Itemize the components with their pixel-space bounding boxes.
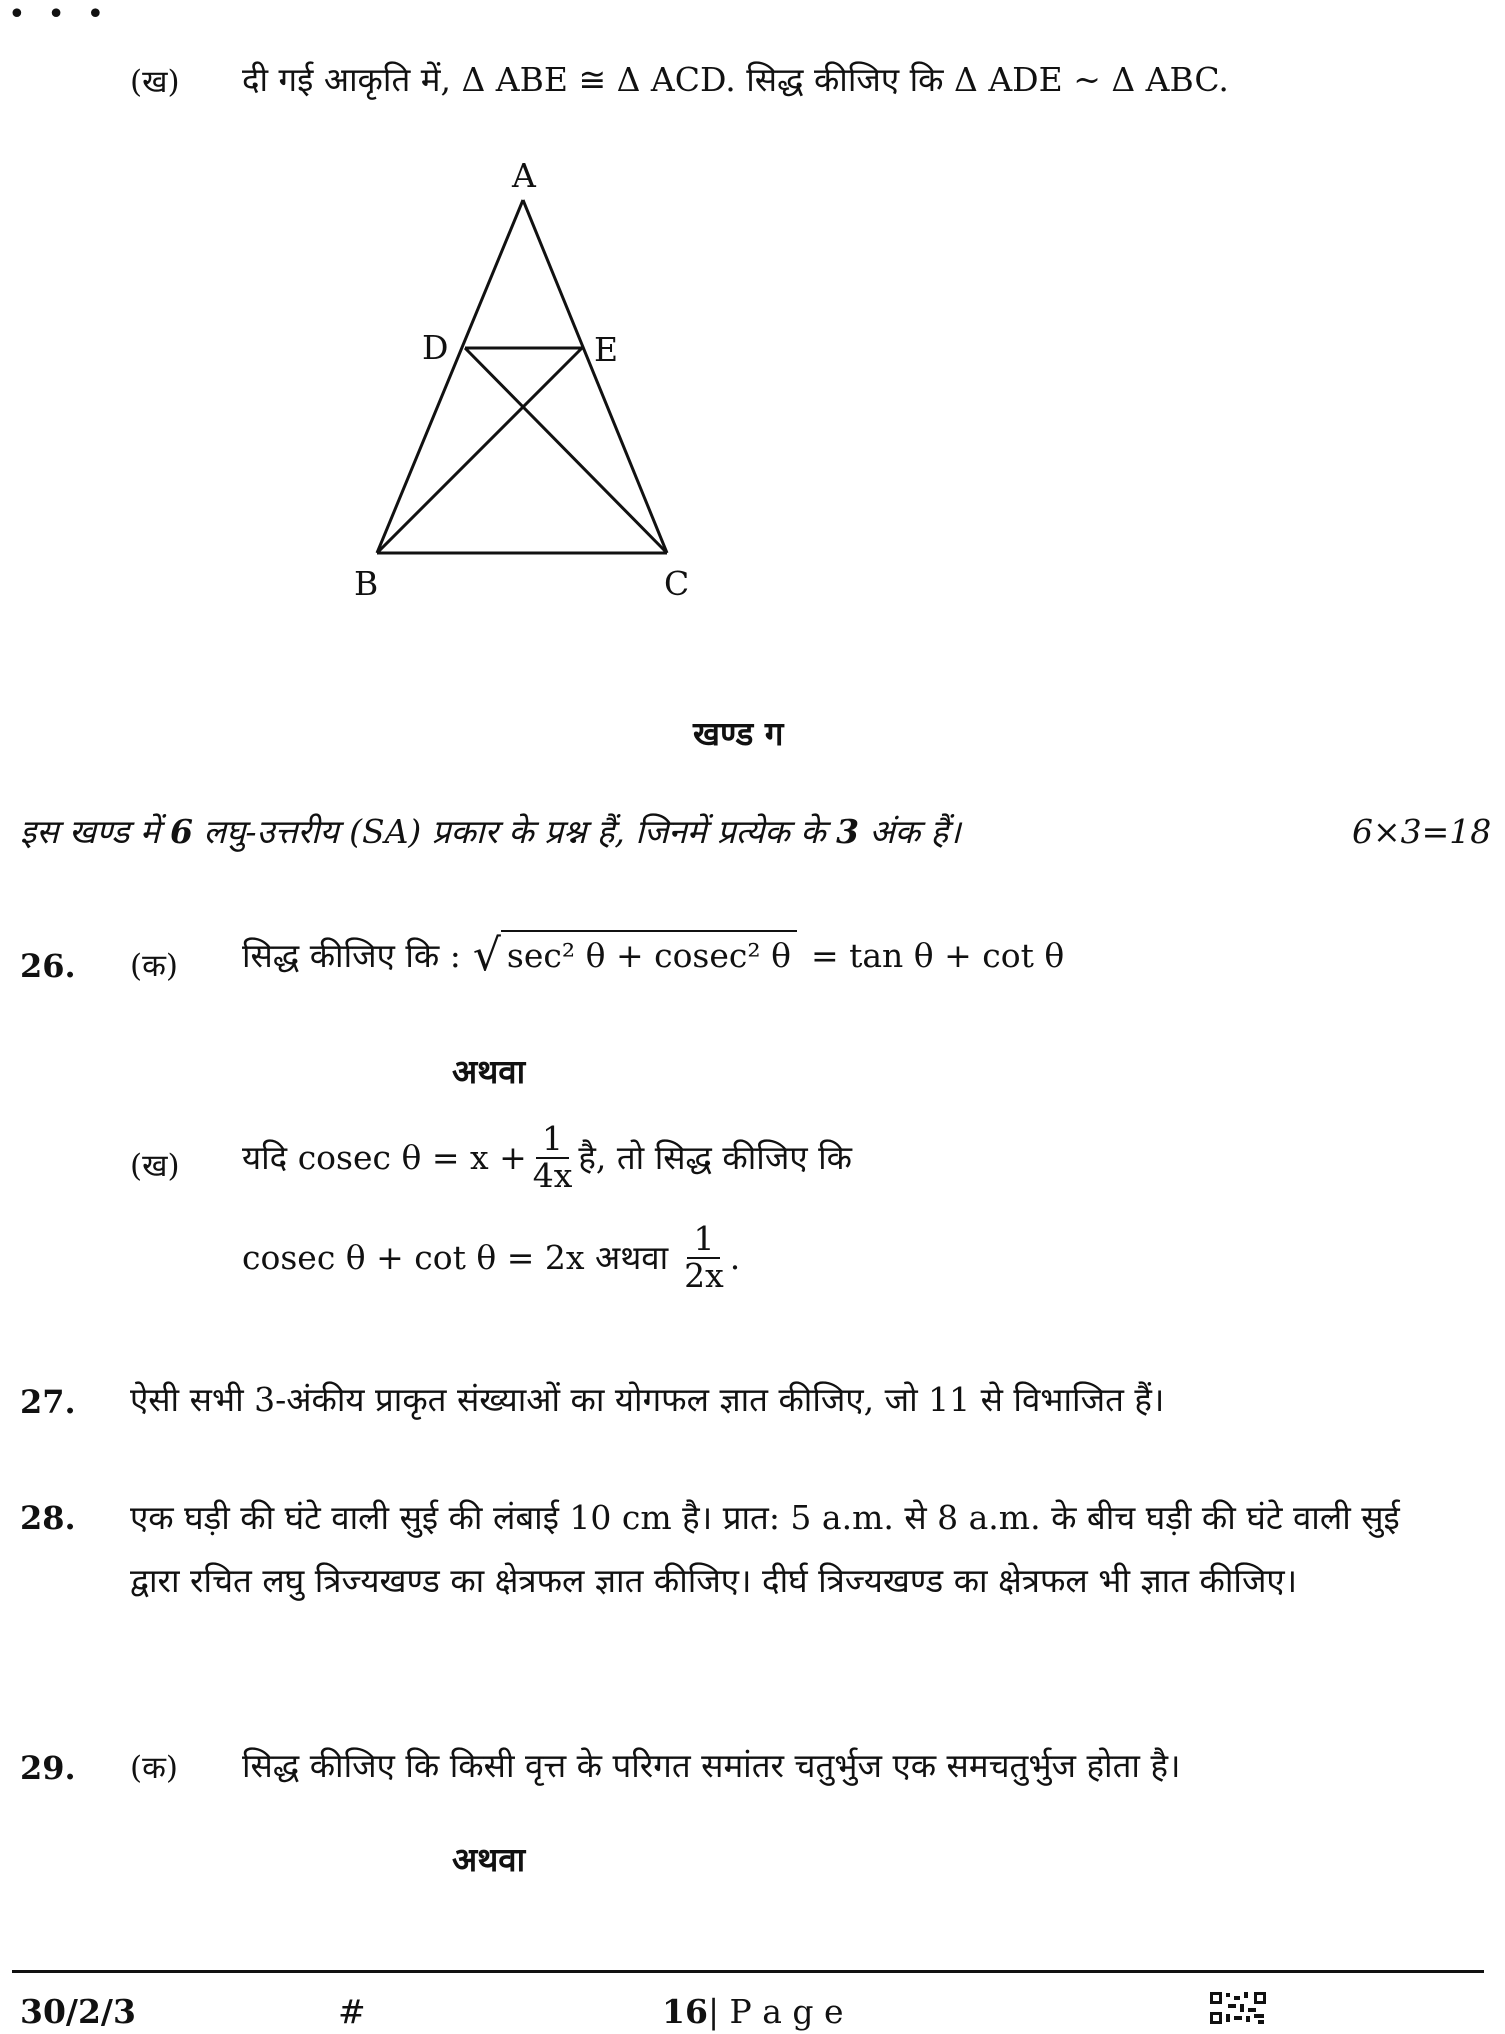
q26b-suffix: है, तो सिद्ध कीजिए कि: [578, 1137, 852, 1177]
footer-hash: #: [338, 1992, 366, 2031]
q26a-sqrt: [472, 930, 797, 981]
triangle-figure: [340, 150, 740, 610]
segment-ab: [377, 200, 523, 553]
q26b-line2-prefix: cosec θ + cot θ = 2x अथवा: [242, 1237, 669, 1277]
q26b-line2: [242, 1219, 741, 1295]
q26b-frac2-den: 2x: [684, 1255, 724, 1295]
section-marks: 6×3=18: [1352, 812, 1492, 851]
footer-page-number: 16: [662, 1992, 708, 2031]
q26b-label: (ख): [130, 1148, 180, 1184]
footer-page-word: P a g e: [729, 1992, 844, 2031]
vertex-label-a: A: [512, 156, 536, 195]
q26a-label: (क): [130, 948, 178, 984]
qr-code-icon: [1208, 1990, 1268, 2026]
footer-code: 30/2/3: [20, 1992, 136, 2031]
footer-page-separator: |: [707, 1992, 730, 2031]
q26a-rhs: = tan θ + cot θ: [810, 936, 1065, 975]
q26a-prefix: सिद्ध कीजिए कि :: [242, 936, 461, 975]
instruction-part-1: इस खण्ड में: [20, 812, 171, 851]
q29a-label: (क): [130, 1750, 178, 1786]
q29-or: अथवा: [452, 1840, 526, 1879]
instruction-part-3: अंक हैं।: [859, 812, 961, 851]
q29a-text: सिद्ध कीजिए कि किसी वृत्त के परिगत समांतर चतुर्भुज एक समचतुर्भुज होता है।: [242, 1746, 1181, 1785]
q27-number: 27.: [20, 1383, 76, 1421]
instruction-marks: 3: [836, 812, 860, 851]
sqrt-icon: √: [472, 930, 501, 981]
footer-rule: [12, 1970, 1484, 1973]
q28-text: एक घड़ी की घंटे वाली सुई की लंबाई 10 cm है। प्रात: 5 a.m. से 8 a.m. के बीच घड़ी की घंटे वाली सुई द्वारा रचित लघु त्रिज्यखण्ड का क्षेत्रफल ज्ञात कीजिए। दीर्घ त्रिज्यखण्ड का क्षेत्रफल भी ज्ञात कीजिए।: [130, 1498, 1400, 1600]
q26b-prefix: यदि cosec θ = x +: [242, 1137, 527, 1177]
section-instruction: [20, 810, 961, 854]
instruction-count: 6: [170, 812, 194, 851]
instruction-part-2: लघु-उत्तरीय (SA) प्रकार के प्रश्न हैं, जिनमें प्रत्येक के: [193, 812, 837, 851]
q26-number: 26.: [20, 947, 76, 985]
q26b-frac-num: 1: [536, 1122, 569, 1159]
q26-or: अथवा: [452, 1052, 526, 1091]
q26a-statement: [242, 930, 1065, 981]
q26b-line1: [242, 1119, 852, 1195]
vertex-label-d: D: [422, 328, 449, 367]
q27-text: ऐसी सभी 3-अंकीय प्राकृत संख्याओं का योगफल ज्ञात कीजिए, जो 11 से विभाजित हैं।: [130, 1380, 1165, 1419]
q29-number: 29.: [20, 1749, 76, 1787]
vertex-label-b: B: [354, 564, 379, 603]
q28-number: 28.: [20, 1499, 76, 1537]
top-dots: • • •: [8, 0, 111, 32]
q26b-line2-suffix: .: [729, 1237, 741, 1277]
section-title: खण्ड ग: [693, 714, 784, 753]
q25b-label: (ख): [130, 64, 180, 100]
q26b-fraction-2: [684, 1219, 724, 1295]
q26b-frac2-num: 1: [687, 1222, 720, 1259]
segment-be: [377, 348, 582, 553]
segment-cd: [465, 348, 667, 553]
vertex-label-e: E: [594, 330, 619, 369]
q26b-fraction: [532, 1119, 573, 1195]
q25b-text: दी गई आकृति में, Δ ABE ≅ Δ ACD. सिद्ध कीजिए कि Δ ADE ~ Δ ABC.: [242, 60, 1229, 99]
vertex-label-c: C: [664, 564, 690, 603]
q26b-frac-den: 4x: [532, 1155, 573, 1195]
q26a-sqrt-expr: sec² θ + cosec² θ: [501, 930, 797, 978]
footer-page: [662, 1990, 844, 2034]
segment-ac: [523, 200, 667, 553]
